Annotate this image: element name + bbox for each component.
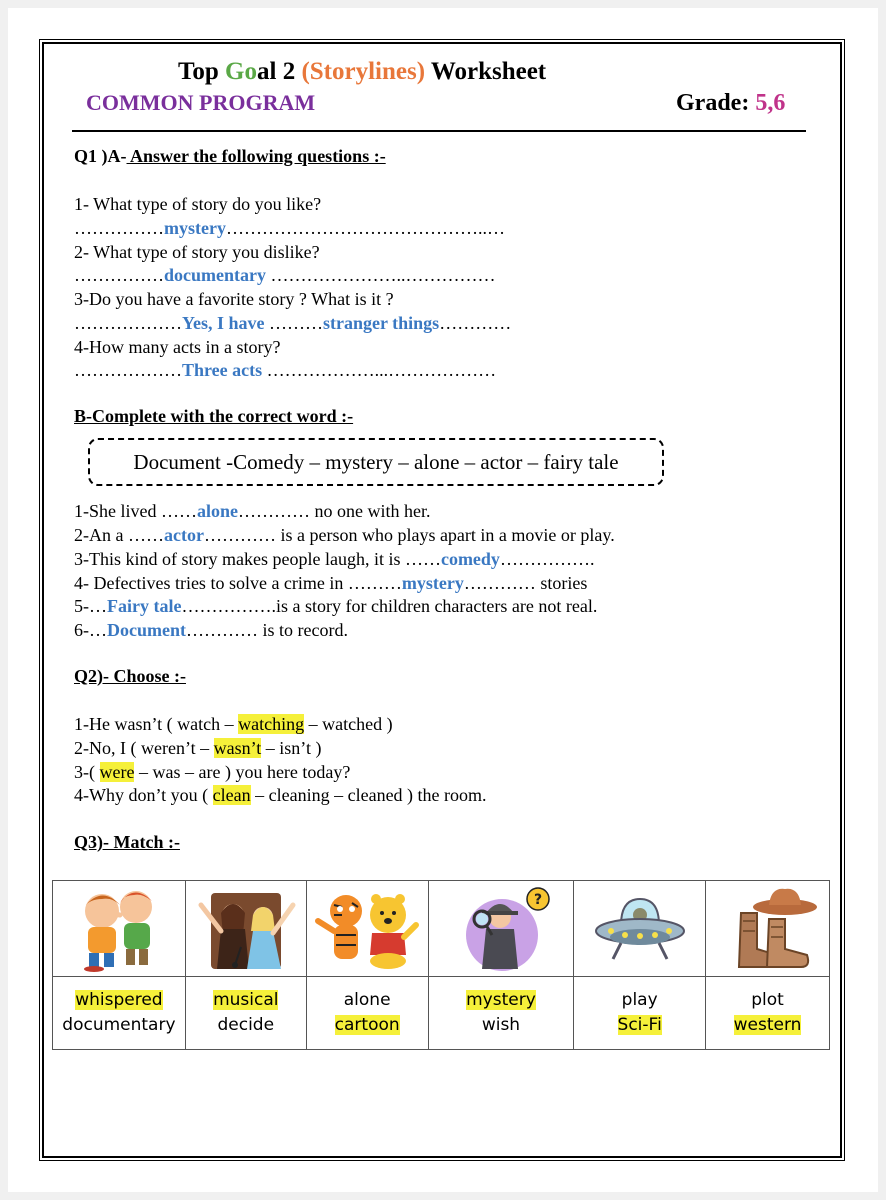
highlighted-answer: clean — [212, 785, 251, 805]
sentence-text: ………… no one with her. — [238, 501, 431, 521]
q1b-item-6 — [74, 620, 348, 641]
q1a-answer-line-3 — [74, 313, 511, 334]
q2-heading-text: Q2)- Choose :- — [74, 666, 186, 686]
q1b-item-1 — [74, 501, 431, 522]
q1a-answer-line-4 — [74, 360, 496, 381]
sentence-text: ………… is to record. — [186, 620, 348, 640]
q2-item-1 — [74, 714, 393, 735]
q2-item-3 — [74, 762, 350, 783]
highlighted-answer: were — [99, 762, 135, 782]
word-row — [53, 977, 830, 1050]
match-word: musical — [213, 990, 279, 1010]
q1a-heading — [74, 146, 386, 167]
title-go: Go — [225, 58, 257, 85]
dots: …………… — [74, 218, 164, 238]
q2-heading — [74, 666, 186, 687]
dots: ……………… — [74, 360, 182, 380]
cowboy-boots-hat-icon — [713, 885, 823, 973]
picture-cell — [706, 881, 830, 977]
sentence-text: 4- Defectives tries to solve a crime in ……… — [74, 573, 402, 593]
answer-text: Document — [107, 620, 186, 640]
answer-text: documentary — [164, 265, 266, 285]
sentence-text: 3-( — [74, 762, 100, 782]
sentence-text: 5-… — [74, 596, 107, 616]
sentence-text: …………….is a story for children characters are not real. — [181, 596, 598, 616]
picture-cell — [306, 881, 428, 977]
q1a-heading-text: Answer the following questions :- — [126, 146, 386, 166]
match-word: play — [621, 990, 658, 1010]
answer-text: actor — [163, 525, 204, 545]
answer-text: comedy — [440, 549, 500, 569]
highlighted-answer: watching — [238, 714, 305, 734]
dots: ……………… — [74, 313, 182, 333]
answer-text: Fairy tale — [107, 596, 182, 616]
picture-cell — [53, 881, 186, 977]
match-word: wish — [481, 1015, 521, 1035]
singers-musical-icon — [191, 885, 301, 973]
picture-row — [53, 881, 830, 977]
sentence-text: 1-She lived …… — [74, 501, 197, 521]
picture-cell — [185, 881, 306, 977]
program-label: COMMON PROGRAM — [86, 90, 316, 115]
q1a-question-1: 1- What type of story do you like? — [74, 194, 322, 214]
word-cell — [706, 977, 830, 1050]
sentence-text: 6-… — [74, 620, 107, 640]
answer-text: alone — [197, 501, 239, 521]
title-worksheet: Worksheet — [425, 58, 547, 85]
sentence-text: 2-An a …… — [74, 525, 164, 545]
q1b-item-2 — [74, 525, 615, 546]
q1a-heading-prefix: Q1 )A- — [74, 146, 127, 166]
detective-mystery-icon — [446, 885, 556, 973]
match-word: cartoon — [334, 1015, 400, 1035]
match-word: whispered — [75, 990, 163, 1010]
header-divider — [72, 130, 806, 132]
grade-label — [676, 90, 785, 117]
q3-heading — [74, 832, 180, 853]
dots: ………… — [439, 313, 512, 333]
q2-item-2 — [74, 738, 321, 759]
match-word: alone — [343, 990, 391, 1010]
match-word: plot — [751, 990, 784, 1010]
picture-cell — [428, 881, 574, 977]
sentence-text: – watched ) — [304, 714, 393, 734]
match-table — [52, 880, 830, 1050]
answer-text: stranger things — [323, 313, 440, 333]
q1b-heading — [74, 406, 353, 427]
q1b-item-4 — [74, 573, 587, 594]
sentence-text: – isn’t ) — [261, 738, 322, 758]
word-cell — [306, 977, 428, 1050]
q1a-answer-line-2 — [74, 265, 496, 286]
answer-text: mystery — [164, 218, 226, 238]
sentence-text: – was – are ) you here today? — [134, 762, 351, 782]
q1b-heading-text: B-Complete with the correct word :- — [74, 406, 354, 426]
q3-heading-text: Q3)- Match :- — [74, 832, 180, 852]
match-word: documentary — [62, 1015, 176, 1035]
dots: …………………..…………… — [266, 265, 496, 285]
match-word: western — [733, 1015, 802, 1035]
q2-item-4 — [74, 785, 487, 806]
whispering-kids-icon — [64, 885, 174, 973]
match-word: decide — [217, 1015, 275, 1035]
q1a-question-3: 3-Do you have a favorite story ? What is it ? — [74, 289, 394, 309]
title-storylines: (Storylines) — [301, 58, 426, 85]
grade-value: 5,6 — [755, 90, 786, 116]
sentence-text: ……………. — [499, 549, 595, 569]
answer-text: Three acts — [182, 360, 263, 380]
q1a-question-2: 2- What type of story you dislike? — [74, 242, 320, 262]
q1b-item-5 — [74, 596, 597, 617]
cartoon-characters-icon — [312, 885, 422, 973]
sentence-text: ………… is a person who plays apart in a movie or play. — [203, 525, 615, 545]
dots: …………… — [74, 265, 164, 285]
sentence-text: 1-He wasn’t ( watch – — [74, 714, 239, 734]
picture-cell — [574, 881, 706, 977]
highlighted-answer: wasn’t — [213, 738, 262, 758]
svg-text:?: ? — [533, 891, 542, 908]
q1a-question-4: 4-How many acts in a story? — [74, 337, 281, 357]
word-cell — [53, 977, 186, 1050]
grade-text: Grade: — [676, 90, 756, 116]
sentence-text: ………… stories — [463, 573, 588, 593]
dots: ……………………………………..… — [225, 218, 505, 238]
sentence-text: 4-Why don’t you ( — [74, 785, 213, 805]
sentence-text: 3-This kind of story makes people laugh, it is …… — [74, 549, 441, 569]
worksheet-title — [178, 58, 546, 86]
sentence-text: – cleaning – cleaned ) the room. — [250, 785, 487, 805]
q1a-answer-line-1 — [74, 218, 505, 239]
title-top: Top — [178, 58, 226, 85]
answer-text: mystery — [401, 573, 464, 593]
match-word: mystery — [466, 990, 536, 1010]
q1b-item-3 — [74, 549, 594, 570]
word-cell — [428, 977, 574, 1050]
dots: ………………...……………… — [262, 360, 497, 380]
title-num: 2 — [276, 58, 302, 85]
word-cell — [185, 977, 306, 1050]
word-bank-box: Document -Comedy – mystery – alone – actor – fairy tale — [88, 438, 664, 486]
match-word: Sci-Fi — [617, 1015, 662, 1035]
sentence-text: 2-No, I ( weren’t – — [74, 738, 214, 758]
answer-text: Yes, I have — [182, 313, 265, 333]
word-cell — [574, 977, 706, 1050]
title-al: al — [257, 58, 277, 85]
dots: ……… — [264, 313, 324, 333]
ufo-scifi-icon — [585, 885, 695, 973]
